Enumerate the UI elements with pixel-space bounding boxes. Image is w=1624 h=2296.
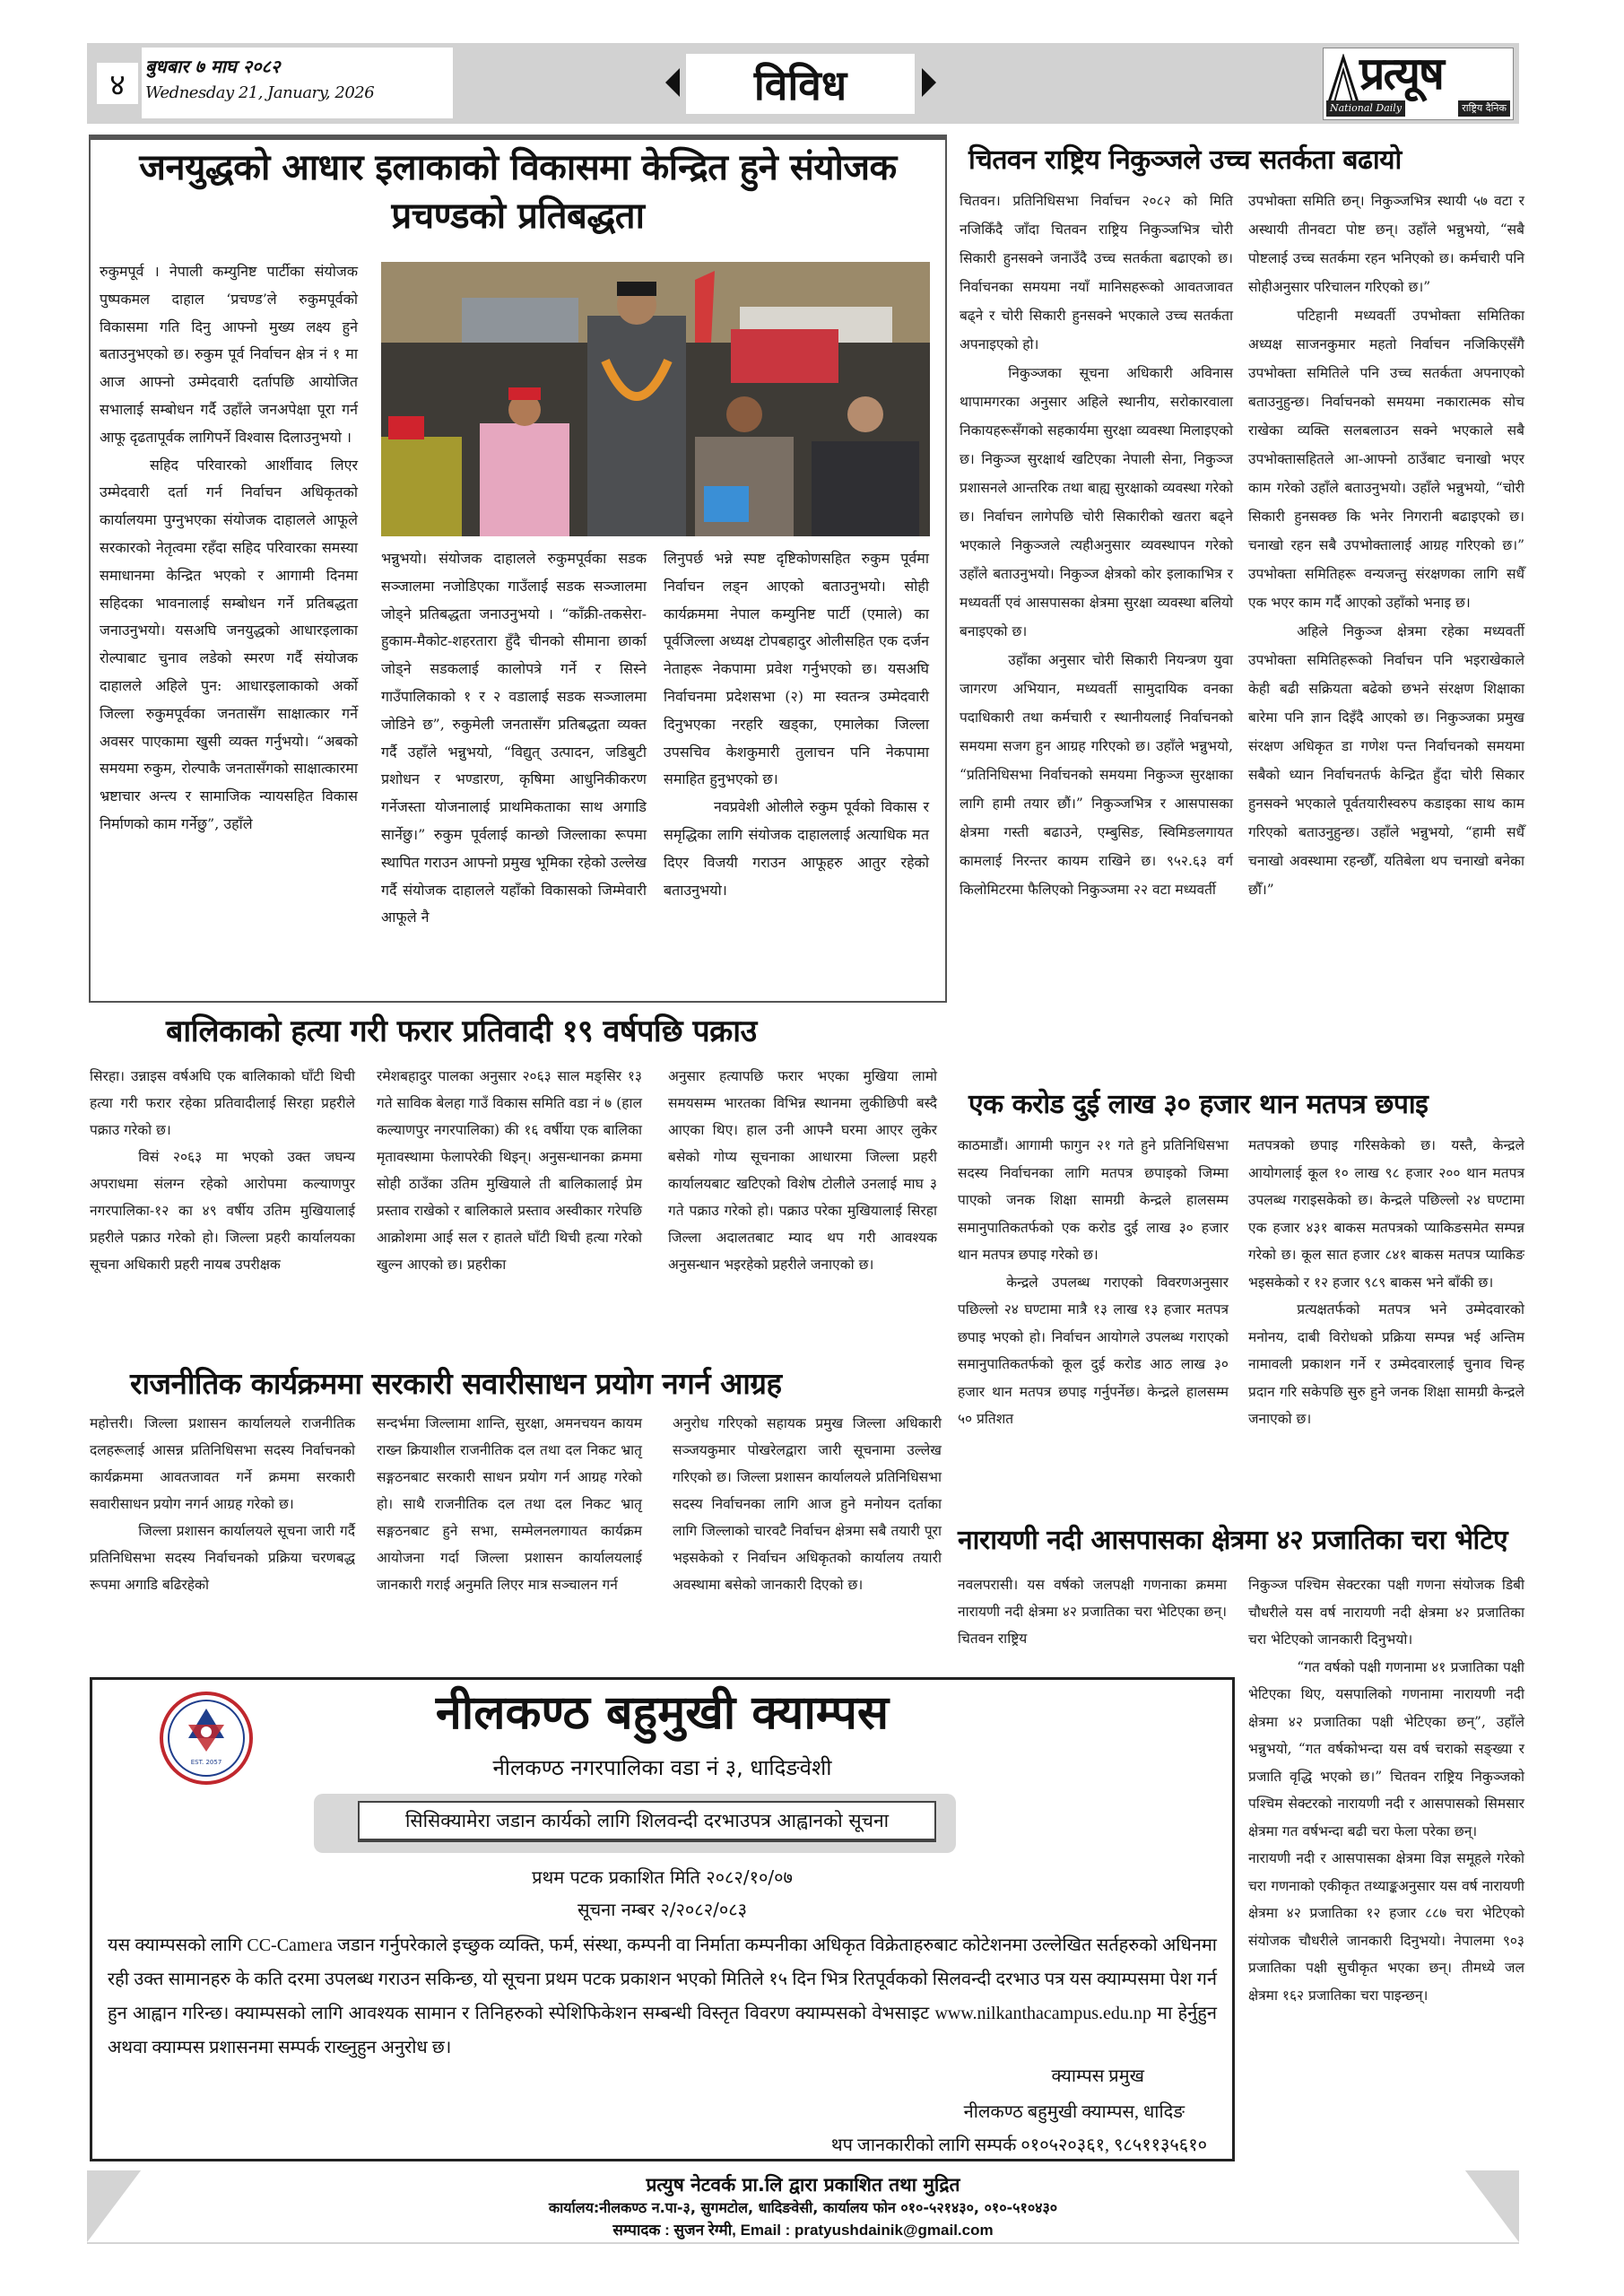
paragraph: उहाँका अनुसार चोरी सिकारी नियन्त्रण युवा जागरण अभियान, मध्यवर्ती सामुदायिक वनका पदाधिकारी तथा कर्मचारी र स्थानीयलाई निर्वाचनको समयमा सजग हुन आग्रह गरिएको छ। उहाँले भन्नुभयो, “प्रतिनिधिसभा निर्वाचनको समयमा निकुञ्ज सुरक्षाका लागि हामी तयार छौं।” निकुञ्जभित्र र आसपासका क्षेत्रमा गस्ती बढाउने, एम्बुसिङ, स्विमिङलगायत कामलाई निरन्तर कायम राखिने छ। ९५२.६३ वर्ग किलोमिटरमा फैलिएको निकुञ्जमा २२ वटा मध्यवर्ती: [960, 652, 1233, 898]
paragraph: लिनुपर्छ भन्ने स्पष्ट दृष्टिकोणसहित रुकुम पूर्वमा निर्वाचन लड्न आएको बताउनुभयो। सोही कार्यक्रममा नेपाल कम्युनिष्ट पार्टी (एमाले) का पूर्वजिल्ला अध्यक्ष टोपबहादुर ओलीसहित एक दर्जन नेताहरू नेकपामा प्रवेश गर्नुभएको छ। यसअघि निर्वाचनमा प्रदेशसभा (२) मा स्वतन्त्र उम्मेदवारी दिनुभएका नरहरि खड्का, एमालेका जिल्ला उपसचिव केशकुमारी तुलाचन पनि नेकपामा समाहित हुनुभएको छ।: [664, 550, 929, 788]
lead-article-column-2: [381, 545, 647, 932]
rally-photo-illustration: [381, 262, 930, 536]
headline-line-1: जनयुद्धको आधार इलाकाको विकासमा केन्द्रित हुने संयोजक: [139, 147, 897, 188]
paragraph: सन्दर्भमा जिल्लामा शान्ति, सुरक्षा, अमनचयन कायम राख्न क्रियाशील राजनीतिक दल तथा दल निकट भ्रातृ सङ्गठनबाट सरकारी साधन प्रयोग गर्न आग्रह गरेको हो। साथै राजनीतिक दल तथा दल निकट भ्रातृ सङ्गठनबाट हुने सभा, सम्मेलनलगायत कार्यक्रम आयोजना गर्दा जिल्ला प्रशासन कार्यालयलाई जानकारी गराई अनुमति लिएर मात्र सञ्चालन गर्न: [377, 1415, 642, 1593]
ad-campus-address: नीलकण्ठ नगरपालिका वडा नं ३, धादिङवेशी: [492, 1755, 832, 1780]
paragraph: प्रत्यक्षतर्फको मतपत्र भने उम्मेदवारको मनोनय, दाबी विरोधको प्रक्रिया सम्पन्न भई अन्तिम नामावली प्रकाशन गर्ने र उम्मेदवारलाई चुनाव चिन्ह प्रदान गरि सकेपछि सुरु हुने जनक शिक्षा सामग्री केन्द्रले जनाएको छ।: [1248, 1301, 1524, 1427]
paragraph: अनुरोध गरिएको सहायक प्रमुख जिल्ला अधिकारी सञ्जयकुमार पोखरेलद्वारा जारी सूचनामा उल्लेख गरिएको छ। जिल्ला प्रशासन कार्यालयले प्रतिनिधिसभा सदस्य निर्वाचनका लागि आज हुने मनोयन दर्ताका लागि जिल्लाको चारवटै निर्वाचन क्षेत्रमा सबै तयारी पूरा भइसकेको र निर्वाचन अधिकृतको कार्यालय तयारी अवस्थामा बसेको जानकारी दिएको छ।: [673, 1415, 942, 1593]
footer-office-address: कार्यालय:नीलकण्ठ न.पा-३, सुगमटोल, धादिङवेसी, कार्यालय फोन ०१०-५२१४३०, ०१०-५१०४३०: [548, 2199, 1058, 2216]
birds-article-column-2: [1248, 1571, 1524, 2009]
paragraph: जिल्ला प्रशासन कार्यालयले सूचना जारी गर्दै प्रतिनिधिसभा सदस्य निर्वाचनको प्रक्रिया चरणबद्ध रूपमा अगाडि बढिरहेको: [90, 1523, 355, 1593]
paragraph: निकुञ्ज पश्चिम सेक्टरका पक्षी गणना संयोजक डिबी चौधरीले यस वर्ष नारायणी नदी क्षेत्रमा ४२ प्रजातिका चरा भेटिएको जानकारी दिनुभयो।: [1248, 1577, 1524, 1648]
logo-wordmark: प्रत्यूष: [1359, 48, 1443, 100]
girl-article-column-2: [377, 1063, 642, 1278]
newspaper-logo: [1323, 48, 1514, 120]
svg-text:EST. 2057: EST. 2057: [190, 1759, 222, 1766]
logo-tagline-en: National Daily: [1326, 100, 1405, 117]
logo-tagline-np: राष्ट्रिय दैनिक: [1458, 100, 1510, 117]
paragraph: काठमाडौं। आगामी फागुन २१ गते हुने प्रतिनिधिसभा सदस्य निर्वाचनका लागि मतपत्र छपाइको जिम्मा पाएको जनक शिक्षा सामग्री केन्द्रले हालसम्म समानुपातिकतर्फको एक करोड दुई लाख ३० हजार थान मतपत्र छपाइ गरेको छ।: [958, 1137, 1229, 1263]
paragraph: पटिहानी मध्यवर्ती उपभोक्ता समितिका अध्यक्ष साजनकुमार महतो निर्वाचन नजिकिएसँगै उपभोक्ता समितिले पनि उच्च सतर्कता अपनाएको बताउनुहुन्छ। निर्वाचनको समयमा नकारात्मक सोच राखेका व्यक्ति सलबलाउन सक्ने भएकाले सबै उपभोक्तासहितले आ-आफ्नो ठाउँबाट चनाखो भएर काम गरेको उहाँले बताउनुभयो। उहाँले भन्नुभयो, “चोरी सिकारी हुनसक्छ कि भनेर निगरानी बढाइएको छ। चनाखो रहन सबै उपभोक्तालाई आग्रह गरिएको छ।” उपभोक्ता समितिहरू वन्यजन्तु संरक्षणका लागि सधैँ एक भएर काम गर्दै आएको उहाँको भनाइ छ।: [1248, 308, 1525, 611]
paragraph: महोत्तरी। जिल्ला प्रशासन कार्यालयले राजनीतिक दलहरूलाई आसन्न प्रतिनिधिसभा सदस्य निर्वाचनको कार्यक्रममा आवतजावत गर्ने क्रममा सरकारी सवारीसाधन प्रयोग नगर्न आग्रह गरेको छ।: [90, 1415, 355, 1512]
vehicle-article-column-1: [90, 1410, 355, 1598]
birds-article-column-1: [958, 1571, 1227, 1652]
section-title: विविध: [686, 54, 915, 114]
headline-line-2: प्रचण्डको प्रतिबद्धता: [391, 196, 645, 237]
ballot-article-column-1: [958, 1132, 1229, 1433]
prev-section-arrow-icon[interactable]: [665, 68, 680, 97]
vehicle-article-column-2: [377, 1410, 642, 1598]
girl-article-headline: बालिकाको हत्या गरी फरार प्रतिवादी १९ वर्षपछि पक्राउ: [166, 1013, 757, 1049]
paragraph: चितवन। प्रतिनिधिसभा निर्वाचन २०८२ को मिति नजिकिँदै जाँदा चितवन राष्ट्रिय निकुञ्जभित्र चोरी सिकारी हुनसक्ने जनाउँदै उच्च सतर्कता बढाएको छ। निर्वाचनका समयमा नयाँ मानिसहरूको आवतजावत बढ्ने र चोरी सिकारी हुनसक्ने भएकाले उच्च सतर्कता अपनाइएको हो।: [960, 193, 1233, 352]
girl-article-column-1: [90, 1063, 355, 1278]
paragraph: केन्द्रले उपलब्ध गराएको विवरणअनुसार पछिल्लो २४ घण्टामा मात्रै १३ लाख १३ हजार मतपत्र छपाइ भएको हो। निर्वाचन आयोगले उपलब्ध गराएको समानुपातिकतर्फको कूल दुई करोड आठ लाख ३० हजार थान मतपत्र छपाइ गर्नुपर्नेछ। केन्द्रले हालसम्म ५० प्रतिशत: [958, 1274, 1229, 1427]
girl-article-column-3: [668, 1063, 937, 1278]
paragraph: निकुञ्जका सूचना अधिकारी अविनास थापामगरका अनुसार अहिले स्थानीय, सरोकारवाला निकायहरूसँगको सहकार्यमा सुरक्षा व्यवस्था मिलाइएको छ। निकुञ्ज सुरक्षार्थ खटिएका नेपाली सेना, निकुञ्ज प्रशासनले आन्तरिक तथा बाह्य सुरक्षाको व्यवस्था गरेको छ। निर्वाचन लागेपछि चोरी सिकारीको खतरा बढ्ने भएकाले निकुञ्जले त्यहीअनुसार व्यवस्थापन गरेको उहाँले बताउनुभयो। निकुञ्ज क्षेत्रको कोर इलाकाभित्र र मध्यवर्ती एवं आसपासका क्षेत्रमा सुरक्षा व्यवस्था बलियो बनाइएको छ।: [960, 365, 1233, 639]
paragraph: रमेशबहादुर पालका अनुसार २०६३ साल मङ्सिर १३ गते साविक बेलहा गाउँ विकास समिति वडा नं ७ (हाल कल्याणपुर नगरपालिका) की १६ वर्षीया एक बालिका मृतावस्थामा फेलापरेकी थिइन्। अनुसन्धानका क्रममा सोही ठाउँका उतिम मुखियाले ती बालिकालाई प्रेम प्रस्ताव राखेको र बालिकाले प्रस्ताव अस्वीकार गरेपछि आक्रोशमा आई सल र हातले घाँटी थिची हत्या गरेको खुल्न आएको छ। प्रहरीका: [377, 1068, 642, 1273]
paragraph: नवलपरासी। यस वर्षको जलपक्षी गणनाका क्रममा नारायणी नदी क्षेत्रमा ४२ प्रजातिका चरा भेटिएका छन्। चितवन राष्ट्रिय: [958, 1577, 1227, 1647]
paragraph: रुकुमपूर्व । नेपाली कम्युनिष्ट पार्टीका संयोजक पुष्पकमल दाहाल ‘प्रचण्ड’ले रुकुमपूर्वको विकासमा गति दिनु आफ्नो मुख्य लक्ष्य हुने बताउनुभएको छ। रुकुम पूर्व निर्वाचन क्षेत्र नं १ मा आज आफ्नो उम्मेदवारी दर्तापछि आयोजित सभालाई सम्बोधन गर्दै उहाँले जनअपेक्षा पूरा गर्न आफू दृढतापूर्वक लागिपर्ने विश्वास दिलाउनुभयो ।: [100, 263, 358, 446]
ad-notice-number: सूचना नम्बर २/२०८२/०८३: [577, 1899, 748, 1920]
lead-article-column-1: [100, 258, 358, 839]
date-nepali: बुधबार ७ माघ २०८२: [145, 56, 281, 77]
paragraph: विसं २०६३ मा भएको उक्त जघन्य अपराधमा संलग्न रहेको आरोपमा कल्याणपुर नगरपालिका-१२ का ४९ वर्षीय उतिम मुखियालाई प्रहरीले पक्राउ गरेको हो। जिल्ला प्रहरी कार्यालयका सूचना अधिकारी प्रहरी नायब उपरीक्षक: [90, 1149, 355, 1273]
chitwan-article-column-2: [1248, 187, 1524, 904]
mountain-icon: [1327, 54, 1359, 104]
date-english: Wednesday 21, January, 2026: [145, 83, 375, 102]
paragraph: अनुसार हत्यापछि फरार भएका मुखिया लामो समयसम्म भारतका विभिन्न स्थानमा लुकीछिपी बस्दै आएका थिए। हाल उनी आफ्नै घरमा आएर लुकेर बसेको गोप्य सूचनाका आधारमा जिल्ला प्रहरी कार्यालयबाट खटिएको विशेष टोलीले उनलाई माघ ३ गते पक्राउ गरेको हो। पक्राउ परेका मुखियालाई सिरहा जिल्ला अदालतबाट म्याद थप गरी आवश्यक अनुसन्धान भइरहेको प्रहरीले जनाएको छ।: [668, 1068, 937, 1273]
vehicle-article-column-3: [673, 1410, 942, 1598]
lead-article-column-3: [664, 545, 929, 904]
paragraph: सिरहा। उन्नाइस वर्षअघि एक बालिकाको घाँटी थिची हत्या गरी फरार रहेका प्रतिवादीलाई सिरहा प्रहरीले पक्राउ गरेको छ।: [90, 1068, 355, 1138]
paragraph: उपभोक्ता समिति छन्। निकुञ्जभित्र स्थायी ५७ वटा र अस्थायी तीनवटा पोष्ट छन्। उहाँले भन्नुभयो, “सबै पोष्टलाई उच्च सतर्कमा रहन भनिएको छ। कर्मचारी पनि सोहीअनुसार परिचालन गरिएको छ।”: [1248, 193, 1524, 295]
vehicle-article-headline: राजनीतिक कार्यक्रममा सरकारी सवारीसाधन प्रयोग नगर्न आग्रह: [130, 1366, 782, 1401]
rally-photo: [381, 262, 930, 536]
lead-article-headline: [99, 144, 937, 240]
birds-article-headline: नारायणी नदी आसपासका क्षेत्रमा ४२ प्रजातिका चरा भेटिए: [958, 1525, 1508, 1556]
ad-signatory-role: क्याम्पस प्रमुख: [1051, 2066, 1144, 2086]
ad-signatory-org: नीलकण्ठ बहुमुखी क्याम्पस, धादिङ: [963, 2102, 1185, 2122]
chitwan-article-column-1: [960, 187, 1233, 904]
ad-published-date: प्रथम पटक प्रकाशित मिति २०८२/१०/०७: [532, 1866, 793, 1888]
paragraph: नारायणी नदी र आसपासका क्षेत्रमा विज्ञ समूहले गरेको चरा गणनाको एकीकृत तथ्याङ्कअनुसार यस वर्ष नारायणी क्षेत्रमा ४२ प्रजातिका १२ हजार ८८७ चरा भेटिएको संयोजक चौधरीले जानकारी दिनुभयो। नेपालमा ९०३ प्रजातिका पक्षी सुचीकृत भएका छन्। तीमध्ये जल क्षेत्रमा १६२ प्रजातिका चरा पाइन्छन्।: [1248, 1850, 1524, 2004]
ad-notice-title: सिसिक्यामेरा जडान कार्यको लागि शिलवन्दी दरभाउपत्र आह्वानको सूचना: [358, 1801, 936, 1842]
ballot-article-headline: एक करोड दुई लाख ३० हजार थान मतपत्र छपाइ: [968, 1089, 1429, 1120]
ad-body-text: यस क्याम्पसको लागि CC-Camera जडान गर्नुपरेकाले इच्छुक व्यक्ति, फर्म, संस्था, कम्पनी वा निर्माता कम्पनीका अधिकृत विक्रेताहरुबाट कोटेशनमा उल्लेखित सर्तहरुको अधिनमा रही उक्त सामानहरु के कति दरमा उपलब्ध गराउन सकिन्छ, यो सूचना प्रथम पटक प्रकाशन भएको मितिले १५ दिन भित्र रितपूर्वकको सिलवन्दी दरभाउ पत्र यस क्याम्पसमा पेश गर्न हुन आह्वान गरिन्छ। क्याम्पसको लागि आवश्यक सामान र तिनिहरुको स्पेशिफिकेशन सम्बन्धी विस्तृत विवरण क्याम्पसको वेभसाइट www.nilkanthacampus.edu.np मा हेर्नुहुन अथवा क्याम्पस प्रशासनमा सम्पर्क राख्नुहुन अनुरोध छ।: [108, 1935, 1217, 2057]
footer-publisher: प्रत्युष नेटवर्क प्रा.लि द्वारा प्रकाशित तथा मुद्रित: [646, 2174, 960, 2196]
ballot-article-column-2: [1248, 1132, 1524, 1433]
paragraph: मतपत्रको छपाइ गरिसकेको छ। यस्तै, केन्द्रले आयोगलाई कूल १० लाख ९८ हजार २०० थान मतपत्र उपलब्ध गराइसकेको छ। केन्द्रले पछिल्लो २४ घण्टामा एक हजार ४३१ बाकस मतपत्रको प्याकिङसमेत सम्पन्न गरेको छ। कूल सात हजार ८४१ बाकस मतपत्र प्याकिङ भइसकेको र १२ हजार ९८९ बाकस भने बाँकी छ।: [1248, 1137, 1524, 1291]
paragraph: “गत वर्षको पक्षी गणनामा ४१ प्रजातिका पक्षी भेटिएका थिए, यसपालिको गणनामा नारायणी नदी क्षेत्रमा ४२ प्रजातिका पक्षी भेटिएका छन्”, उहाँले भन्नुभयो, “गत वर्षकोभन्दा यस वर्ष चराको सङ्ख्या र प्रजाति वृद्धि भएको छ।” चितवन राष्ट्रिय निकुञ्जको पश्चिम सेक्टरको नारायणी नदी र आसपासको सिमसार क्षेत्रमा गत वर्षभन्दा बढी चरा फेला परेका छन्।: [1248, 1658, 1524, 1839]
paragraph: भन्नुभयो। संयोजक दाहालले रुकुमपूर्वका सडक सञ्जालमा नजोडिएका गाउँलाई सडक सञ्जालमा जोड्ने प्रतिबद्धता जनाउनुभयो । “काँक्री-तकसेरा-हुकाम-मैकोट-शहरतारा हुँदै चीनको सीमाना छार्का जोड्ने सडकलाई कालोपत्रे गर्ने र सिस्ने गाउँपालिकाको १ र २ वडालाई सडक सञ्जालमा जोडिने छ”, रुकुमेली जनतासँग प्रतिबद्धता व्यक्त गर्दै उहाँले भन्नुभयो, “विद्युत् उत्पादन, जडिबुटी प्रशोधन र भण्डारण, कृषिमा आधुनिकीकरण गर्नेजस्ता योजनालाई प्राथमिकताका साथ अगाडि सार्नेछु।” रुकुम पूर्वलाई कान्छो जिल्लाका रूपमा स्थापित गराउन आफ्नो प्रमुख भूमिका रहेको उल्लेख गर्दै संयोजक दाहालले यहाँको विकासको जिम्मेवारी आफूले नै: [381, 550, 647, 926]
date-box: [142, 48, 453, 118]
ad-campus-name: नीलकण्ठ बहुमुखी क्याम्पस: [435, 1686, 890, 1740]
paragraph: अहिले निकुञ्ज क्षेत्रमा रहेका मध्यवर्ती उपभोक्ता समितिहरूको निर्वाचन पनि भइराखेकाले केही बढी सक्रियता बढेको छभने संरक्षण शिक्षाका बारेमा पनि ज्ञान दिइँदै आएको छ। निकुञ्जका प्रमुख संरक्षण अधिकृत डा गणेश पन्त निर्वाचनको समयमा सबैको ध्यान निर्वाचनतर्फ केन्द्रित हुँदा चोरी सिकार हुनसक्ने भएकाले पूर्वतयारीस्वरुप कडाइका साथ काम गरिएको बताउनुहुन्छ। उहाँले भन्नुभयो, “हामी सधैँ चनाखो अवस्थामा रहन्छौँ, यतिबेला थप चनाखो बनेका छौँ।”: [1248, 623, 1524, 898]
paragraph: सहिद परिवारको आर्शीवाद लिएर उम्मेदवारी दर्ता गर्न निर्वाचन अधिकृतको कार्यालयमा पुग्नुभएका संयोजक दाहालले आफूले सरकारको नेतृत्वमा रहँदा सहिद परिवारका समस्या समाधानमा केन्द्रित भएको र आगामी दिनमा सहिदका भावनालाई सम्बोधन गर्ने प्रतिबद्धता जनाउनुभयो। यसअघि जनयुद्धको आधारइलाका रोल्पाबाट चुनाव लडेको स्मरण गर्दै संयोजक दाहालले अहिले पुन: आधारइलाकाको अर्को जिल्ला रुकुमपूर्वका जनतासँग साक्षात्कार गर्ने अवसर पाएकामा खुसी व्यक्त गर्नुभयो। “अबको समयमा रुकुम, रोल्पाकै जनतासँगको साक्षात्कारमा भ्रष्टाचार अन्त्य र सामाजिक न्यायसहित विकास निर्माणको काम गर्नेछु”, उहाँले: [100, 456, 358, 832]
paragraph: नवप्रवेशी ओलीले रुकुम पूर्वको विकास र समृद्धिका लागि संयोजक दाहाललाई अत्याधिक मत दिएर विजयी गराउन आफूहरु आतुर रहेको बताउनुभयो।: [664, 798, 929, 899]
ad-contact-numbers[interactable]: थप जानकारीको लागि सम्पर्क ०१०५२०३६१, ९८५११३५६१०: [830, 2135, 1207, 2155]
footer-editor-email[interactable]: सम्पादक : सुजन रेग्मी, Email : pratyushdainik@gmail.com: [612, 2222, 994, 2239]
chitwan-article-headline: चितवन राष्ट्रिय निकुञ्जले उच्च सतर्कता बढायो: [968, 144, 1402, 176]
next-section-arrow-icon[interactable]: [922, 68, 936, 97]
page-number: ४: [97, 63, 138, 104]
